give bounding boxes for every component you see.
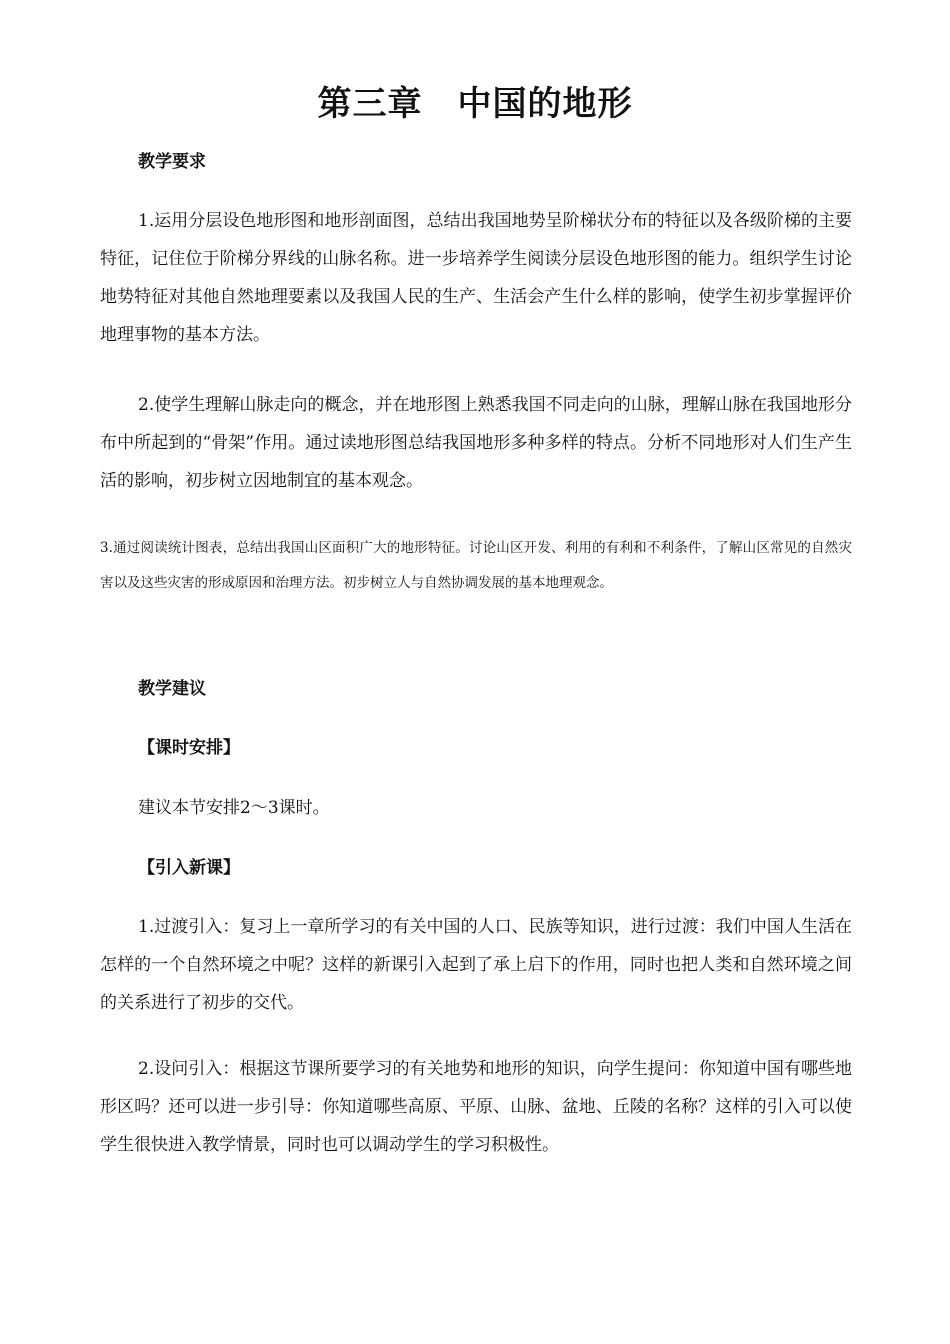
- requirement-item-1: 1.运用分层设色地形图和地形剖面图，总结出我国地势呈阶梯状分布的特征以及各级阶梯的主要特征，记住位于阶梯分界线的山脉名称。进一步培养学生阅读分层设色地形图的能力。组织学生讨论地势特征对其他自然地理要素以及我国人民的生产、生活会产生什么样的影响，使学生初步掌握评价地理事物的基本方法。: [100, 211, 852, 345]
- subheading-introduce-new-lesson: 【引入新课】: [138, 858, 240, 878]
- lesson-schedule-text: 建议本节安排2～3课时。: [138, 798, 330, 818]
- requirement-item-3: 3.通过阅读统计图表，总结出我国山区面积广大的地形特征。讨论山区开发、利用的有利和不利条件，了解山区常见的自然灾害以及这些灾害的形成原因和治理方法。初步树立人与自然协调发展的基本地理观念。: [100, 540, 852, 591]
- intro-item-2: 2.设问引入：根据这节课所要学习的有关地势和地形的知识，向学生提问：你知道中国有哪些地形区吗？还可以进一步引导：你知道哪些高原、平原、山脉、盆地、丘陵的名称？这样的引入可以使学生很快进入教学情景，同时也可以调动学生的学习积极性。: [100, 1059, 852, 1155]
- section-heading-teaching-suggestions: 教学建议: [138, 679, 206, 699]
- subheading-lesson-schedule: 【课时安排】: [138, 738, 240, 758]
- requirement-item-2: 2.使学生理解山脉走向的概念，并在地形图上熟悉我国不同走向的山脉，理解山脉在我国地形分布中所起到的“骨架”作用。通过读地形图总结我国地形多种多样的特点。分析不同地形对人们生产生活的影响，初步树立因地制宜的基本观念。: [100, 395, 852, 491]
- page-title: 第三章 中国的地形: [317, 84, 633, 124]
- intro-item-1: 1.过渡引入：复习上一章所学习的有关中国的人口、民族等知识，进行过渡：我们中国人生活在怎样的一个自然环境之中呢？这样的新课引入起到了承上启下的作用，同时也把人类和自然环境之间的关系进行了初步的交代。: [100, 917, 852, 1013]
- section-heading-teaching-requirements: 教学要求: [138, 152, 206, 172]
